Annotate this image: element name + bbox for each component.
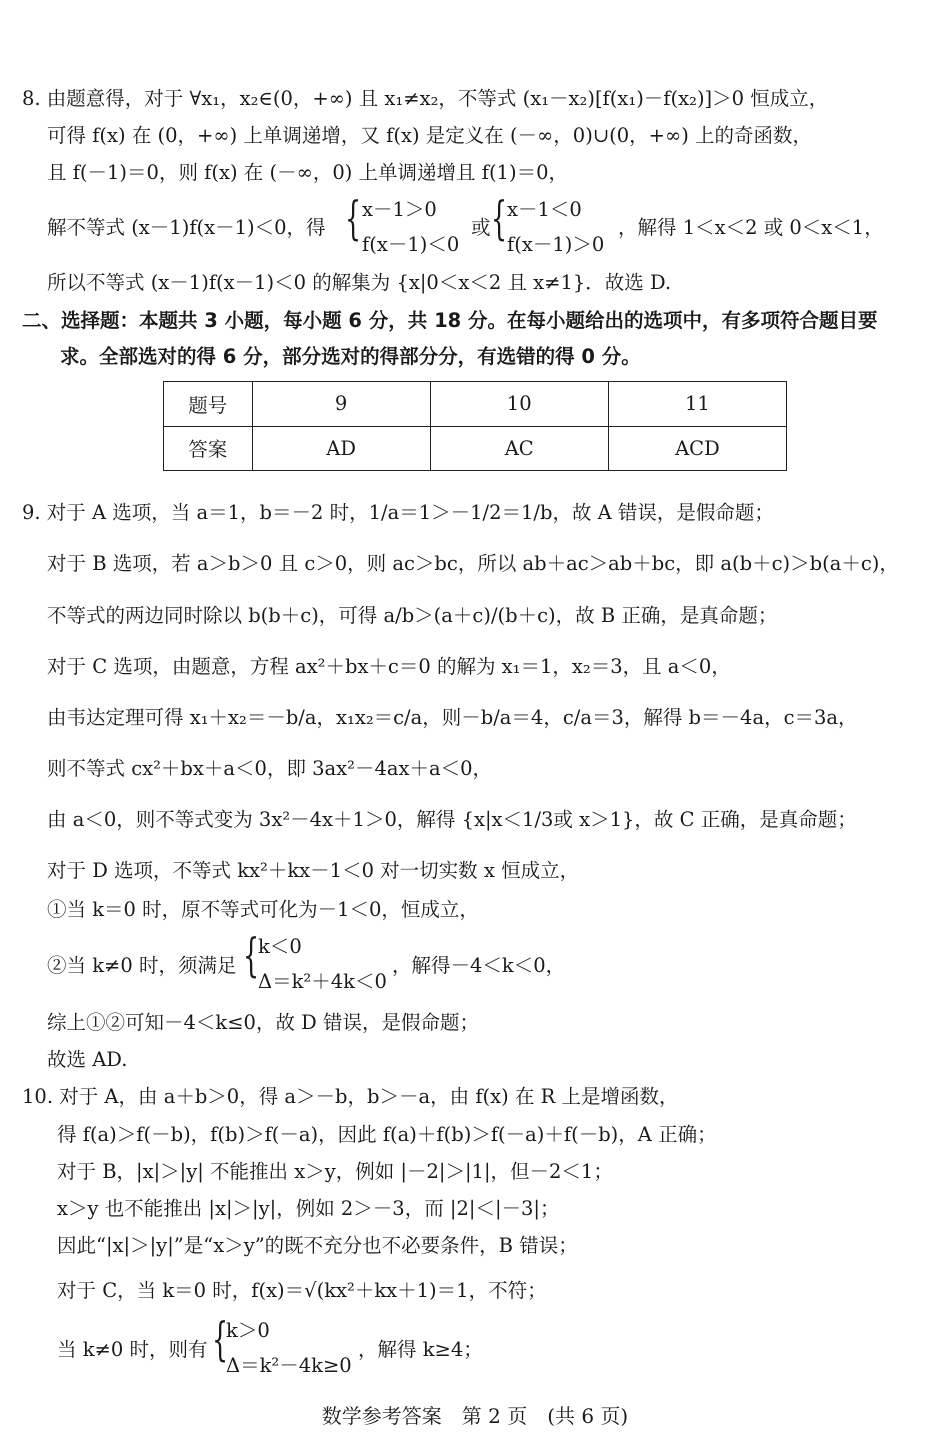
table-row [164,382,787,427]
q9-line-11: 综上①②可知－4＜k≤0，故 D 错误，是假命题； [47,1011,479,1034]
left-brace-icon: { [345,191,362,245]
q8-system2-bottom: f(x－1)＞0 [507,233,605,256]
q8-system1-bottom: f(x－1)＜0 [362,233,460,256]
table-cell: 9 [252,382,430,427]
q8-line-2: 可得 f(x) 在 (0，+∞) 上单调递增，又 f(x) 是定义在 (－∞，0)∪(0，+∞) 上的奇函数， [47,124,813,147]
table-cell: AD [252,426,430,471]
q9-line-7: 由 a＜0，则不等式变为 3x²－4x＋1＞0，解得 {x|x＜1/3或 x＞1}，故 C 正确，是真命题； [47,808,857,831]
q9-line-2: 对于 B 选项，若 a＞b＞0 且 c＞0，则 ac＞bc，所以 ab＋ac＞ab＋bc，即 a(b＋c)＞b(a＋c)， [47,552,899,575]
q10-line-7-post: ，解得 k≥4； [358,1338,483,1361]
table-row [164,426,787,471]
left-brace-icon: { [243,928,260,982]
q9-system-bottom: Δ＝k²＋4k＜0 [258,970,387,993]
answer-table [163,381,787,471]
q8-or: 或 [471,216,491,239]
q10-line-2: 得 f(a)＞f(－b)，f(b)＞f(－a)，因此 f(a)＋f(b)＞f(－a)＋f(－b)，A 正确； [57,1123,717,1146]
section-2-heading-cont: 求。全部选对的得 6 分，部分选对的得部分分，有选错的得 0 分。 [60,345,641,368]
q8-line-5: 所以不等式 (x－1)f(x－1)＜0 的解集为 {x|0＜x＜2 且 x≠1}．故选 D. [47,271,672,294]
q10-line-7-pre: 当 k≠0 时，则有 [57,1338,208,1361]
q8-line-3: 且 f(－1)＝0，则 f(x) 在 (－∞，0) 上单调递增且 f(1)＝0， [47,161,568,184]
q9-line-4: 对于 C 选项，由题意，方程 ax²＋bx＋c＝0 的解为 x₁＝1，x₂＝3，且 a＜0， [47,655,731,678]
table-cell: ACD [608,426,786,471]
q8-system1-top: x－1＞0 [362,198,437,221]
q9-line-6: 则不等式 cx²＋bx＋a＜0，即 3ax²－4ax＋a＜0， [47,757,493,780]
q10-system-bottom: Δ＝k²－4k≥0 [226,1354,352,1377]
q10-line-3: 对于 B，|x|＞|y| 不能推出 x＞y，例如 |－2|＞|1|，但－2＜1； [57,1160,613,1183]
q9-line-1: 9. 对于 A 选项，当 a＝1，b＝－2 时，1/a＝1＞－1/2＝1/b，故 A 错误，是假命题； [22,501,774,524]
table-cell: 11 [608,382,786,427]
q8-line-4-post: ，解得 1＜x＜2 或 0＜x＜1， [618,216,884,239]
q9-line-5: 由韦达定理可得 x₁＋x₂＝－b/a，x₁x₂＝c/a，则－b/a＝4，c/a＝3，解得 b＝－4a，c＝3a， [47,706,858,729]
q10-line-1: 10. 对于 A，由 a＋b＞0，得 a＞－b，b＞－a，由 f(x) 在 R 上是增函数， [22,1085,679,1108]
table-cell: 10 [430,382,608,427]
q9-line-10-post: ，解得－4＜k＜0， [392,954,566,977]
table-cell: 题号 [164,382,253,427]
table-cell: AC [430,426,608,471]
q9-line-12: 故选 AD. [47,1048,128,1071]
q10-line-6: 对于 C，当 k＝0 时，f(x)＝√(kx²＋kx＋1)＝1，不符； [57,1279,547,1302]
q10-line-5: 因此“|x|＞|y|”是“x＞y”的既不充分也不必要条件，B 错误； [57,1234,578,1257]
page-footer: 数学参考答案 第 2 页 (共 6 页) [321,1404,629,1428]
q8-line-1: 8. 由题意得，对于 ∀x₁，x₂∈(0，+∞) 且 x₁≠x₂，不等式 (x₁－x₂)[f(x₁)－f(x₂)]＞0 恒成立， [22,87,829,110]
table-cell: 答案 [164,426,253,471]
left-brace-icon: { [212,1312,229,1366]
q9-line-3: 不等式的两边同时除以 b(b＋c)，可得 a/b＞(a＋c)/(b＋c)，故 B 正确，是真命题； [47,604,778,627]
q9-line-8: 对于 D 选项，不等式 kx²＋kx－1＜0 对一切实数 x 恒成立， [47,859,580,882]
q8-system2-top: x－1＜0 [507,198,582,221]
q8-line-4-pre: 解不等式 (x－1)f(x－1)＜0，得 [47,216,326,239]
q9-system-top: k＜0 [258,935,302,958]
q9-line-9: ①当 k＝0 时，原不等式可化为－1＜0，恒成立， [47,898,479,921]
section-2-heading: 二、选择题：本题共 3 小题，每小题 6 分，共 18 分。在每小题给出的选项中，有多项符合题目要 [22,309,878,332]
q9-line-10-pre: ②当 k≠0 时，须满足 [47,954,237,977]
q10-system-top: k＞0 [226,1319,270,1342]
q10-line-4: x＞y 也不能推出 |x|＞|y|，例如 2＞－3，而 |2|＜|－3|； [57,1197,560,1220]
left-brace-icon: { [491,191,508,245]
